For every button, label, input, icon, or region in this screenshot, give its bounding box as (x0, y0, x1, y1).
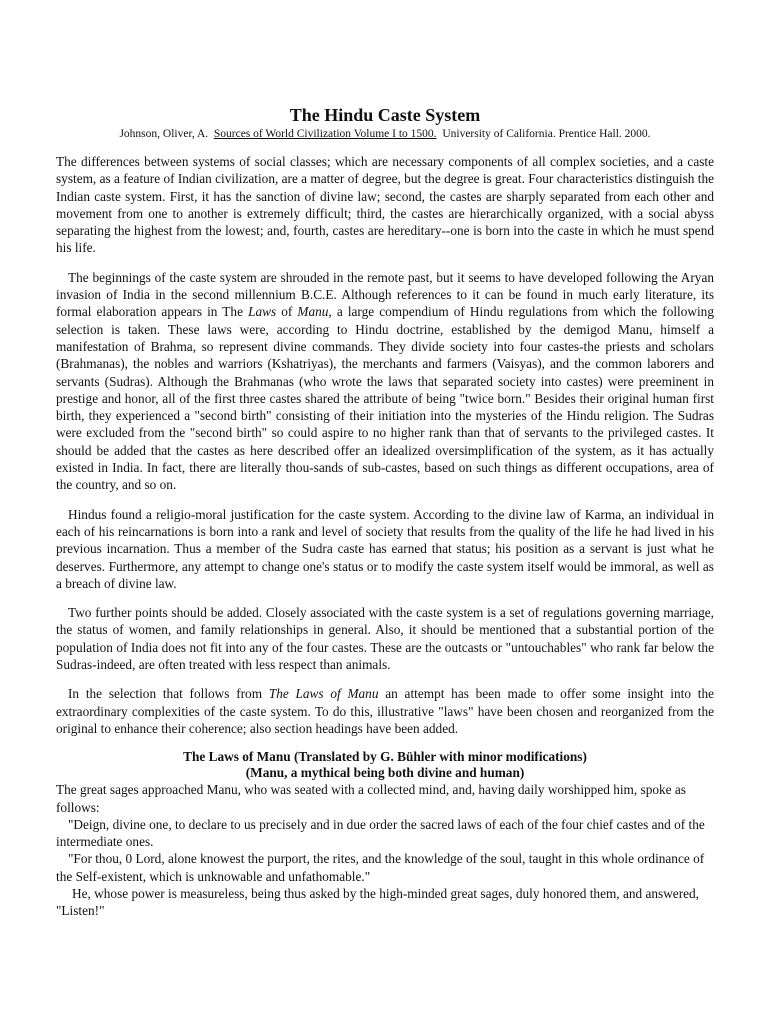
paragraph-2-text-a: The beginnings of the caste system are shrouded in the remote past, but it seems to have developed following the Aryan invasion of India in the second millennium B.C.E. Although references to it can be found in much early literature, its formal elaboration appears in The (56, 269, 714, 320)
paragraph-1: The differences between systems of social classes; which are necessary components of all complex societies, and a caste system, as a feature of Indian civilization, are a matter of degree, but the degree is great. Four characteristics distinguish the Indian caste system. First, it has the sanction of divine law; second, the castes are sharply separated from each other and movement from one to another is extremely difficult; third, the castes are hierarchically organized, with a social abyss separating the highest from the lowest; and, fourth, castes are hereditary--one is born into the caste in which he must spend his life. (56, 154, 714, 256)
section-subheading: (Manu, a mythical being both divine and human) (245, 765, 525, 781)
citation-publisher: University of California. Prentice Hall. 2000. (442, 128, 651, 140)
paragraph-5-text-a: In the selection that follows from (68, 686, 269, 702)
laws-line-3: "For thou, 0 Lord, alone knowest the purport, the rites, and the knowledge of the soul, taught in this whole ordinance of the Self-existent, which is unknowable and unfathomable." (56, 851, 705, 884)
paragraph-5-text-b: an attempt has been made to offer some insight into the extraordinary complexities of the caste system. To do this, illustrative "laws" have been chosen and reorganized from the original to enhance their coherence; also section headings have been added. (56, 686, 714, 736)
page-title: The Hindu Caste System (289, 105, 481, 125)
paragraph-2-of: of (276, 304, 298, 320)
paragraph-5 (56, 685, 714, 737)
laws-line-2: "Deign, divine one, to declare to us precisely and in due order the sacred laws of each of the four chief castes and of the intermediate ones. (56, 816, 705, 850)
paragraph-2-laws-italic: Laws (248, 304, 277, 320)
citation (56, 127, 714, 141)
citation-book: Sources of World Civilization Volume I to 1500. (213, 128, 437, 140)
paragraph-2 (56, 269, 714, 494)
paragraph-3: Hindus found a religio-moral justification for the caste system. According to the divine law of Karma, an individual in each of his reincarnations is born into a rank and level of society that results from the quality of the life he had lived in his previous incarnation. Thus a member of the Sudra caste has earned that status; his position as a servant is just what he deserves. Furthermore, any attempt to change one's status or to modify the caste system itself would be immoral, as well as a breach of divine law. (56, 506, 714, 591)
paragraph-4: Two further points should be added. Closely associated with the caste system is a set of regulations governing marriage, the status of women, and family relationships in general. Also, it should be mentioned that a substantial portion of the population of India does not fit into any of the four castes. These are the outcasts or "untouchables" who rank far below the Sudras-indeed, are often treated with less respect than animals. (56, 605, 714, 673)
laws-line-1: The great sages approached Manu, who was seated with a collected mind, and, having daily worshipped him, spoke as follows: (56, 782, 686, 815)
citation-authors: Johnson, Oliver, A. (119, 128, 209, 140)
laws-line-4: He, whose power is measureless, being thus asked by the high-minded great sages, duly honored them, and answered, "Listen!" (56, 885, 700, 919)
section-heading: The Laws of Manu (Translated by G. Bühler with minor modifications) (183, 749, 587, 765)
paragraph-2-text-b: a large compendium of Hindu regulations from which the following selection is taken. These laws were, according to Hindu doctrine, established by the demigod Manu, himself a manifestation of Brahma, so represent divine commands. They divide society into four castes-the priests and scholars (Brahmanas), the nobles and warriors (Kshatriyas), the merchants and farmers (Vaisyas), and the common laborers and servants (Sudras). Although the Brahmanas (who wrote the laws that separated society into castes) were preeminent in prestige and honor, all of the first three castes shared the attribute of being "twice born." Besides their original human first birth, they experienced a "second birth" consisting of their initiation into the mysteries of the Hindu religion. The Sudras were excluded from the "second birth" so could aspire to no higher rank than that of servants to the privileged castes. It should be added that the castes as here described offer an idealized oversimplification of the system, as it has actually existed in India. In fact, there are literally thou-sands of sub-castes, based on such things as different occupations, area of the country, and so on. (56, 304, 714, 493)
document-page (56, 104, 714, 920)
paragraph-2-manu-italic: Manu, (297, 304, 332, 320)
paragraph-5-italic-title: The Laws of Manu (268, 686, 379, 702)
